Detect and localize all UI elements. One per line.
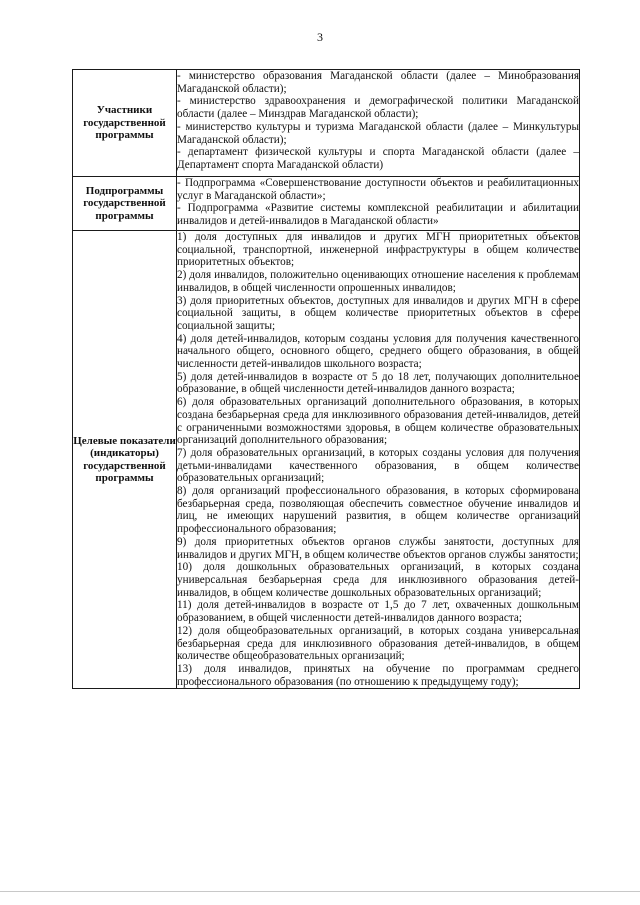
indicator-item: 11) доля детей-инвалидов в возрасте от 1,5 до 7 лет, охваченных дошкольным образованием, в общей численности детей-инвалидов данного возраста; (177, 599, 579, 625)
participant-item: - министерство образования Магаданской области (далее – Минобразования Магаданской области); (177, 70, 579, 95)
subprogram-item: - Подпрограмма «Совершенствование доступности объектов и реабилитационных услуг в Магаданской области»; (177, 177, 579, 202)
subprograms-label: Подпрограммы государственной программы (73, 177, 177, 231)
indicators-content (177, 231, 580, 689)
indicator-item: 5) доля детей-инвалидов в возрасте от 5 до 18 лет, получающих дополнительное образование, в общей численности детей-инвалидов данного возраста; (177, 370, 579, 396)
indicators-label: Целевые показатели (индикаторы) государственной программы (73, 231, 177, 689)
indicator-item: 9) доля приоритетных объектов органов службы занятости, доступных для инвалидов и других МГН, в общем количестве объектов органов службы занятости; (177, 535, 579, 561)
indicator-item: 4) доля детей-инвалидов, которым созданы условия для получения качественного начального общего, основного общего, среднего общего образования, в общей численности детей-инвалидов школьного возраста; (177, 332, 579, 371)
page-number: 3 (317, 30, 323, 44)
participant-item: - департамент физической культуры и спорта Магаданской области (далее – Департамент спорта Магаданской области) (177, 146, 579, 171)
participant-item: - министерство культуры и туризма Магаданской области (далее – Минкультуры Магаданской области); (177, 120, 579, 146)
participant-item: - министерство здравоохранения и демографической политики Магаданской области (далее – Минздрав Магаданской области); (177, 95, 579, 121)
page-edge-line (0, 891, 640, 892)
subprogram-item: - Подпрограмма «Развитие системы комплексной реабилитации и абилитации инвалидов и детей-инвалидов в Магаданской области» (177, 202, 579, 228)
participants-label: Участники государственной программы (73, 70, 177, 177)
indicator-item: 8) доля организаций профессионального образования, в которых сформирована безбарьерная среда, позволяющая обеспечить совместное обучение инвалидов и лиц, не имеющих нарушений развития, в общем количестве организаций профессионального образования; (177, 485, 579, 536)
indicator-item: 1) доля доступных для инвалидов и других МГН приоритетных объектов социальной, транспортной, инженерной инфраструктуры в общем количестве приоритетных объектов; (177, 231, 579, 269)
indicator-item: 7) доля образовательных организаций, в которых созданы условия для получения детьми-инвалидами качественного образования, в общем количестве образовательных организаций; (177, 446, 579, 485)
indicators-row (73, 231, 580, 689)
subprograms-row (73, 177, 580, 231)
indicator-item: 10) доля дошкольных образовательных организаций, в которых создана универсальная безбарьерная среда для инклюзивного образования детей-инвалидов, в общем количестве дошкольных образовательных организаций; (177, 561, 579, 599)
indicator-item: 2) доля инвалидов, положительно оценивающих отношение населения к проблемам инвалидов, в общей численности опрошенных инвалидов; (177, 269, 579, 294)
indicator-item: 3) доля приоритетных объектов, доступных для инвалидов и других МГН в сфере социальной защиты, в общем количестве приоритетных объектов в сфере социальной защиты; (177, 294, 579, 332)
indicator-item: 12) доля общеобразовательных организаций, в которых создана универсальная безбарьерная среда для инклюзивного образования детей-инвалидов, в общем количестве общеобразовательных организаций; (177, 624, 579, 663)
indicator-item: 6) доля образовательных организаций дополнительного образования, в которых создана безбарьерная среда для инклюзивного образования детей-инвалидов, детей с ограниченными возможностями здоровья, в общем количестве образовательных организаций дополнительного образования; (177, 396, 579, 447)
participants-row (73, 70, 580, 177)
program-passport-table (72, 69, 580, 689)
participants-content (177, 70, 580, 177)
subprograms-content (177, 177, 580, 231)
indicator-item: 13) доля инвалидов, принятых на обучение по программам среднего профессионального образования (по отношению к предыдущему году); (177, 662, 579, 688)
